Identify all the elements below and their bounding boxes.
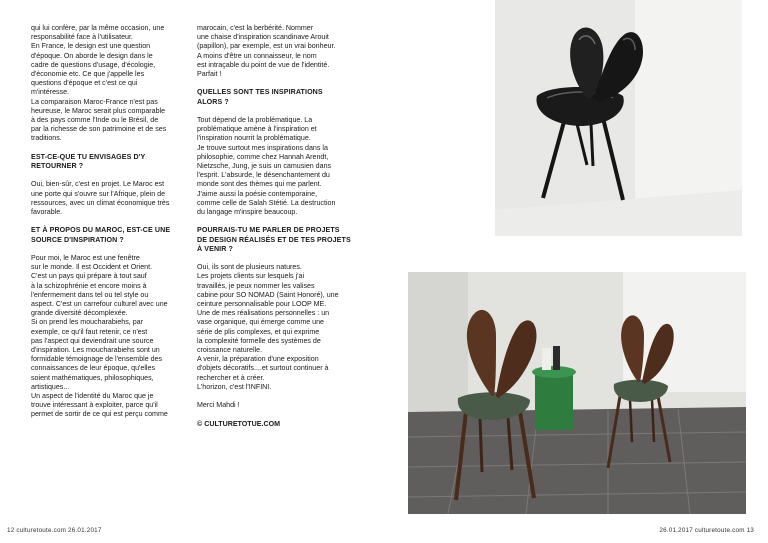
text-line: Oui, bien-sûr, c'est en projet. Le Maroc est [31,180,165,189]
paragraph-gap [197,217,357,226]
text-line: ceinture personnalisable pour LOOP ME. [197,300,327,309]
page-folio-right: 26.01.2017 culturetoute.com 13 [659,527,754,534]
left-text-column [31,24,191,420]
text-line: l'inspiration nourrit la problématique. [197,134,311,143]
text-line: cabine pour SO NOMAD (Saint Honoré), une [197,290,339,299]
section-heading [31,153,191,171]
text-line: Pour moi, le Maroc est une fenêtre [31,254,140,263]
text-line: Oui, ils sont de plusieurs natures. [197,263,302,272]
page-folio-left: 12 culturetoute.com 26.01.2017 [7,527,102,534]
walnut-butterfly-chairs-image [408,272,746,514]
text-line: l'esprit. L'absurde, le désenchantement du [197,171,330,180]
copyright-credit [197,420,357,429]
section-heading [31,226,191,244]
text-line: J'aime aussi la poésie contemporaine, [197,189,318,198]
text-line: d'économie etc. Ce que j'appelle les [31,70,145,79]
body-paragraph [31,180,191,217]
text-line: une porte qui s'ouvre sur l'Afrique, plein de [31,189,166,198]
text-line: m'intéresse. [31,88,70,97]
text-line: Si on prend les moucharabiehs, par [31,318,143,327]
text-line: grande diversité décomplexée. [31,309,128,318]
text-line: d'objets décoratifs....et surtout continuer à [197,364,329,373]
black-chair-photo [495,0,742,236]
text-line: cadre de questions d'usage, d'écologie, [31,60,156,69]
paragraph-gap [197,79,357,88]
text-line: (papillon), par exemple, est un vrai bonheur. [197,42,336,51]
text-line: La comparaison Maroc-France n'est pas [31,97,158,106]
text-line: est intraçable du point de vue de l'identité. [197,60,330,69]
text-line: ressources, avec un climat économique très [31,198,170,207]
text-line: l'enfermement dans tel ou tel style ou [31,290,149,299]
text-line: d'époque. On aborde le design dans le [31,51,153,60]
paragraph-gap [197,410,357,419]
text-line: Nietzsche, Jung, je suis un camusien dans [197,162,332,171]
text-line: série de plis complexes, et qui exprime [197,327,320,336]
text-line: Les projets clients sur lesquels j'ai [197,272,305,281]
section-heading [197,226,357,254]
text-line: responsabilité face à l'utilisateur. [31,33,133,42]
text-line: L'horizon, c'est l'INFINI. [197,382,272,391]
text-line: trouve intéressant à exploiter, parce qu'il [31,401,158,410]
text-line: SOURCE D'INSPIRATION ? [31,235,124,244]
text-line: RETOURNER ? [31,162,84,171]
text-line: traditions. [31,134,62,143]
text-line: aspect. C'est un carrefour culturel avec une [31,300,168,309]
text-line: QUELLES SONT TES INSPIRATIONS [197,88,323,97]
text-line: comme celle de Salah Stétié. La destruction [197,198,336,207]
paragraph-gap [197,107,357,116]
paragraph-gap [197,254,357,263]
text-line: permet de sortir de ce qui est perçu comme [31,410,168,419]
text-line: soient mathématiques, philosophiques, [31,373,154,382]
body-paragraph [31,24,191,144]
text-line: questions d'époque et c'est ce qui [31,79,138,88]
text-line: travaillés, je peux nommer les valises [197,281,315,290]
body-paragraph [197,24,357,79]
text-line: croissance naturelle. [197,346,263,355]
text-line: d'inspiration. Les moucharabiehs sont un [31,346,160,355]
text-line: la complexité formelle des systèmes de [197,336,321,345]
text-line: Un aspect de l'identité du Maroc que je [31,392,154,401]
body-paragraph [31,254,191,420]
text-line: © CULTURETOTUE.COM [197,419,280,428]
text-line: artistiques... [31,382,70,391]
text-line: formidable témoignage de l'ensemble des [31,355,163,364]
text-line: ALORS ? [197,97,229,106]
text-line: philosophie, comme chez Hannah Arendt, [197,152,329,161]
paragraph-gap [31,171,191,180]
text-line: connaissances de leur époque, qu'elles [31,364,156,373]
text-line: marocain, c'est la berbérité. Nommer [197,24,314,32]
text-line: heureuse, le Maroc serait plus comparable [31,106,166,115]
text-line: pas l'aspect qui deviendrait une source [31,336,154,345]
text-line: Merci Mahdi ! [197,401,240,410]
walnut-chairs-photo [408,272,746,514]
text-line: sur le monde. Il est Occident et Orient. [31,263,153,272]
text-line: favorable. [31,208,63,217]
text-line: vase organique, qui émerge comme une [197,318,324,327]
right-text-column [197,24,357,429]
text-line: à des pays comme l'Inde ou le Brésil, de [31,116,159,125]
text-line: À VENIR ? [197,244,233,253]
paragraph-gap [197,392,357,401]
text-line: Tout dépend de la problématique. La [197,116,313,124]
text-line: DE DESIGN RÉALISÉS ET DE TES PROJETS [197,235,351,244]
black-butterfly-chair-image [495,0,742,236]
section-heading [197,88,357,106]
text-line: Parfait ! [197,70,222,79]
text-line: problématique amène à l'inspiration et [197,125,317,134]
text-line: exemple, ce qu'il faut retenir, ce n'est [31,327,148,336]
text-line: A moins d'être un connaisseur, le nom [197,51,317,60]
text-line: monde sont des thèmes qui me parlent. [197,180,322,189]
paragraph-gap [31,144,191,153]
text-line: à la schizophrénie et encore moins à [31,281,147,290]
body-paragraph [197,263,357,392]
text-line: Je trouve surtout mes inspirations dans la [197,143,328,152]
text-line: A venir, la préparation d'une exposition [197,355,319,364]
body-paragraph [197,116,357,217]
text-line: Une de mes réalisations personnelles : un [197,309,330,318]
text-line: ET À PROPOS DU MAROC, EST-CE UNE [31,226,171,235]
text-line: du langage m'inspire beaucoup. [197,208,298,217]
text-line: C'est un pays qui prépare à tout sauf [31,272,147,281]
text-line: une chaise d'inspiration scandinave Arouit [197,33,329,42]
text-line: par la richesse de son patrimoine et de ses [31,125,167,134]
paragraph-gap [31,245,191,254]
text-line: POURRAIS-TU ME PARLER DE PROJETS [197,226,340,235]
text-line: En France, le design est une question [31,42,151,51]
text-line: EST-CE-QUE TU ENVISAGES D'Y [31,152,146,161]
text-line: qui lui confère, par la même occasion, une [31,24,165,32]
body-paragraph [197,401,357,410]
text-line: rechercher et à créer. [197,373,265,382]
